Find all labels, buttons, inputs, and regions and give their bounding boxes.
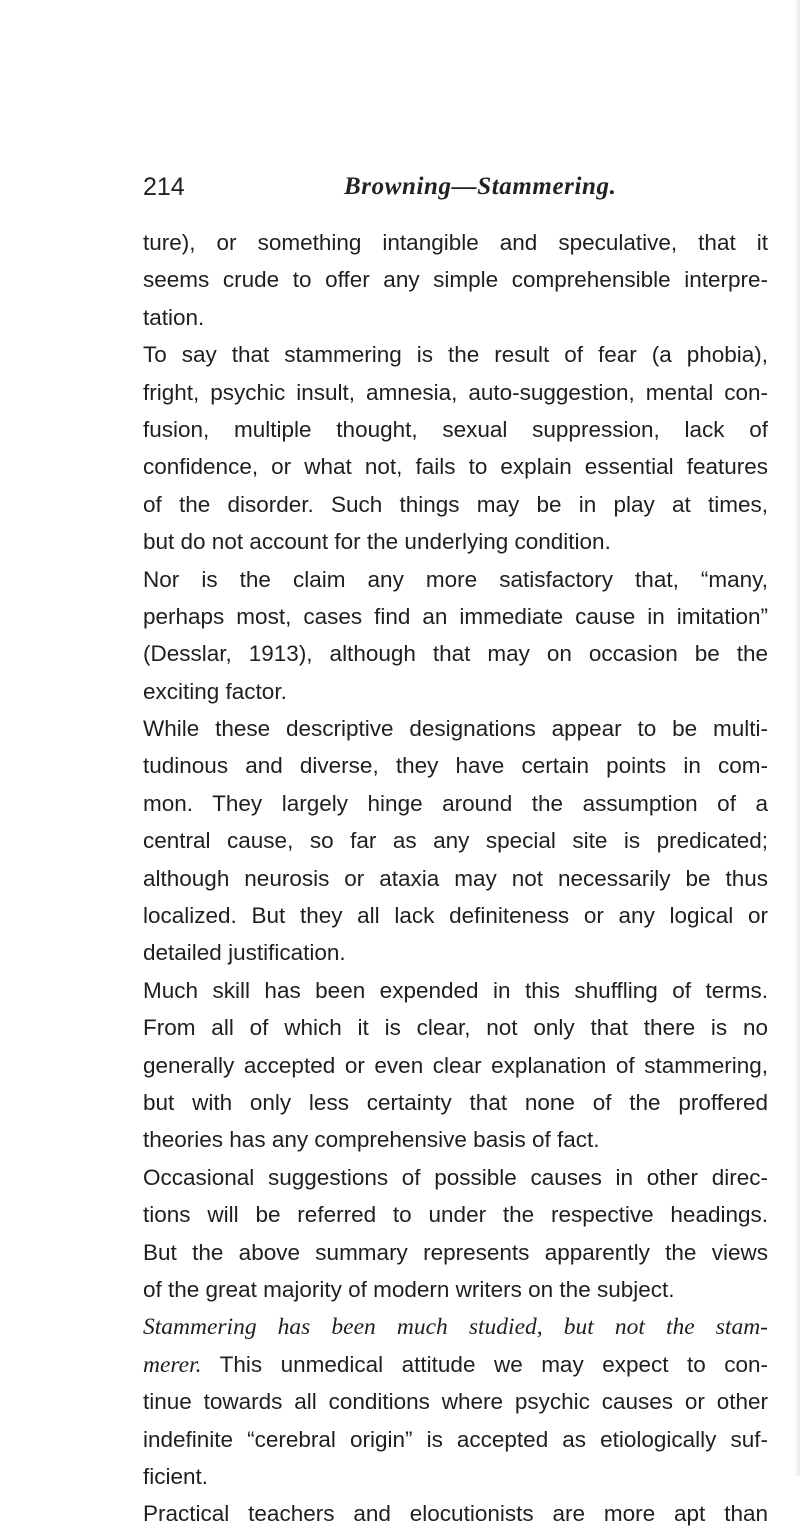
text-line: Nor is the claim any more satisfactory that, “many, [143, 566, 768, 592]
text-line [143, 1308, 768, 1345]
text-line: although neurosis or ataxia may not necessarily be thus [143, 865, 768, 891]
text-line: central cause, so far as any special site is predicated; [143, 828, 768, 854]
text-line: From all of which it is clear, not only that there is no [143, 1015, 768, 1041]
text-line: of the great majority of modern writers on the subject. [143, 1276, 675, 1302]
plain-text: This unmedical attitude we may expect to con- [201, 1351, 768, 1377]
running-title: Browning—Stammering. [344, 173, 617, 200]
text-line: (Desslar, 1913), although that may on occasion be the [143, 641, 768, 667]
text-line: But the above summary represents apparently the views [143, 1239, 768, 1265]
text-line: fusion, multiple thought, sexual suppression, lack of [143, 416, 768, 442]
text-line: seems crude to offer any simple comprehensible interpre- [143, 267, 768, 293]
text-line: indefinite “cerebral origin” is accepted as etiologically suf- [143, 1426, 768, 1452]
text-line: confidence, or what not, fails to explain essential features [143, 454, 768, 480]
text-line: ture), or something intangible and speculative, that it [143, 230, 768, 255]
text-line: localized. But they all lack definiteness or any logical or [143, 903, 768, 929]
text-line: Much skill has been expended in this shuffling of terms. [143, 977, 768, 1003]
text-line: fright, psychic insult, amnesia, auto-suggestion, mental con- [143, 379, 768, 405]
text-line: but do not account for the underlying condition. [143, 529, 611, 555]
text-line [143, 1346, 768, 1383]
text-line: perhaps most, cases find an immediate cause in imitation” [143, 603, 768, 629]
page-edge-shadow [794, 0, 800, 1476]
page-number: 214 [143, 173, 185, 201]
text-line: generally accepted or even clear explanation of stammering, [143, 1052, 768, 1078]
text-line: of the disorder. Such things may be in play at times, [143, 491, 768, 517]
text-line: theories has any comprehensive basis of fact. [143, 1127, 600, 1153]
text-line: Occasional suggestions of possible causes in other direc- [143, 1164, 768, 1190]
text-line: tation. [143, 304, 205, 330]
text-line: Practical teachers and elocutionists are more apt than [143, 1501, 768, 1527]
text-line: detailed justification. [143, 940, 346, 966]
body-text [143, 224, 768, 1533]
italic-text: merer. [143, 1351, 202, 1378]
text-line: tinue towards all conditions where psychic causes or other [143, 1389, 768, 1415]
text-line: but with only less certainty that none of the proffered [143, 1089, 768, 1115]
text-line: tudinous and diverse, they have certain points in com- [143, 753, 768, 779]
text-line: While these descriptive designations appear to be multi- [143, 716, 768, 742]
text-line: exciting factor. [143, 678, 287, 704]
text-line: To say that stammering is the result of fear (a phobia), [143, 342, 768, 368]
italic-text: Stammering has been much studied, but not the stam- [143, 1314, 768, 1341]
text-line: ficient. [143, 1463, 209, 1489]
text-line: tions will be referred to under the respective headings. [143, 1202, 768, 1228]
running-head [0, 170, 800, 210]
text-line: mon. They largely hinge around the assumption of a [143, 790, 768, 816]
